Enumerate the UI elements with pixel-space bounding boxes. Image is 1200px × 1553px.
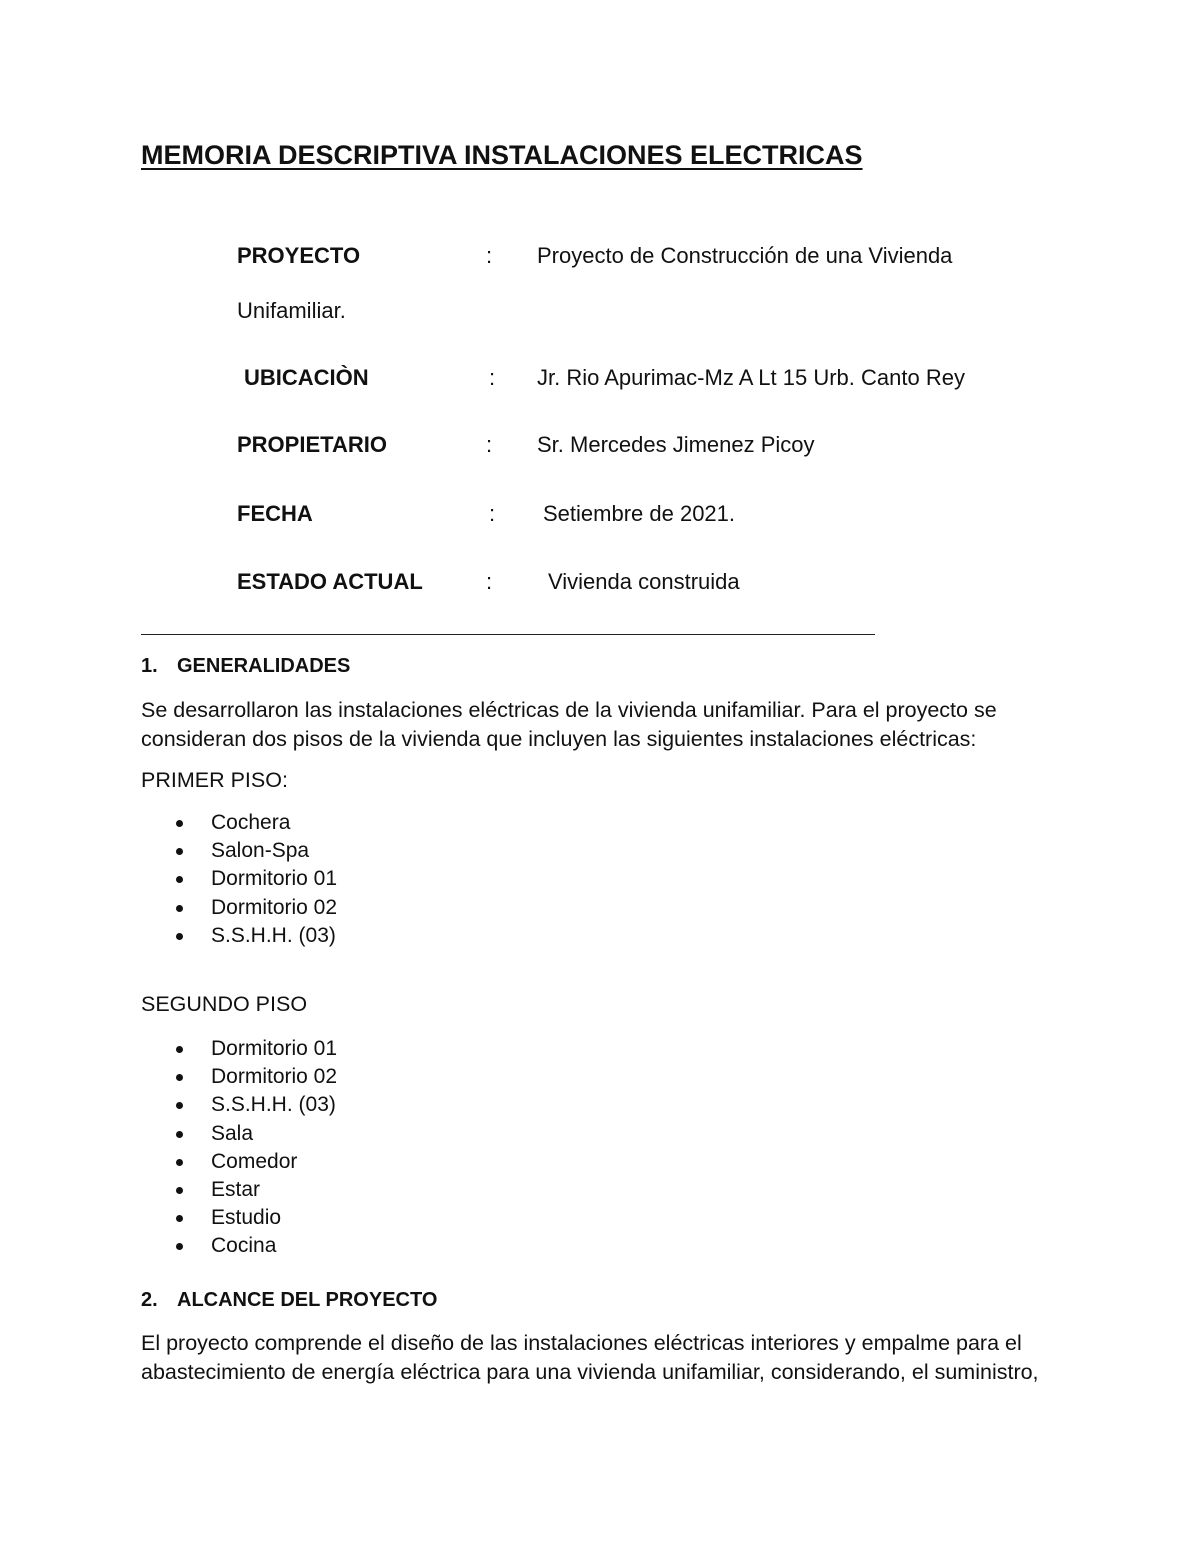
section1-number: 1. — [141, 655, 158, 677]
list-item: Estar — [141, 1176, 337, 1204]
fecha-value: Setiembre de 2021. — [543, 501, 736, 526]
list-item: Dormitorio 01 — [141, 1035, 337, 1063]
bullet-icon — [176, 1215, 183, 1222]
list-item: Dormitorio 02 — [141, 1063, 337, 1091]
bullet-icon — [176, 905, 183, 912]
list-item: Dormitorio 02 — [141, 894, 337, 922]
document-title: MEMORIA DESCRIPTIVA INSTALACIONES ELECTRICAS — [141, 140, 863, 170]
propietario-value: Sr. Mercedes Jimenez Picoy — [537, 432, 815, 457]
bullet-icon — [176, 933, 183, 940]
list-item: Sala — [141, 1120, 337, 1148]
horizontal-divider — [141, 634, 875, 635]
proyecto-label: PROYECTO — [237, 243, 361, 268]
proyecto-colon: : — [486, 243, 493, 268]
section2-heading: ALCANCE DEL PROYECTO — [177, 1289, 438, 1311]
bullet-icon — [176, 848, 183, 855]
estado-value: Vivienda construida — [548, 569, 740, 594]
fecha-label: FECHA — [237, 501, 313, 526]
bullet-icon — [176, 1243, 183, 1250]
list-item: Cocina — [141, 1232, 337, 1260]
list-item: Comedor — [141, 1148, 337, 1176]
propietario-label: PROPIETARIO — [237, 432, 387, 457]
list-item: S.S.H.H. (03) — [141, 1091, 337, 1119]
list-item: Salon-Spa — [141, 837, 337, 865]
bullet-icon — [176, 1074, 183, 1081]
section2-number: 2. — [141, 1289, 158, 1311]
ubicacion-colon: : — [489, 365, 496, 390]
section1-heading: GENERALIDADES — [177, 655, 351, 677]
list-item: Cochera — [141, 809, 337, 837]
floor2-list — [141, 1035, 337, 1261]
proyecto-value-continued: Unifamiliar. — [237, 298, 346, 323]
bullet-icon — [176, 1046, 183, 1053]
floor1-list — [141, 809, 337, 950]
list-item: Estudio — [141, 1204, 337, 1232]
bullet-icon — [176, 1187, 183, 1194]
estado-colon: : — [486, 569, 493, 594]
bullet-icon — [176, 876, 183, 883]
list-item: Dormitorio 01 — [141, 865, 337, 893]
estado-label: ESTADO ACTUAL — [237, 569, 423, 594]
section2-paragraph: El proyecto comprende el diseño de las instalaciones eléctricas interiores y empalme para el abastecimiento de energía eléctrica para una vivienda unifamiliar, considerando, el suministro, — [141, 1331, 1039, 1384]
proyecto-value: Proyecto de Construcción de una Vivienda — [537, 243, 953, 268]
propietario-colon: : — [486, 432, 493, 457]
fecha-colon: : — [489, 501, 496, 526]
floor1-label: PRIMER PISO: — [141, 768, 288, 792]
ubicacion-value: Jr. Rio Apurimac-Mz A Lt 15 Urb. Canto Rey — [537, 365, 965, 390]
bullet-icon — [176, 1131, 183, 1138]
bullet-icon — [176, 820, 183, 827]
floor2-label: SEGUNDO PISO — [141, 992, 308, 1016]
ubicacion-label: UBICACIÒN — [244, 365, 369, 390]
bullet-icon — [176, 1102, 183, 1109]
bullet-icon — [176, 1159, 183, 1166]
list-item: S.S.H.H. (03) — [141, 922, 337, 950]
section1-paragraph: Se desarrollaron las instalaciones eléctricas de la vivienda unifamiliar. Para el proyecto se consideran dos pisos de la vivienda que incluyen las siguientes instalaciones eléctricas: — [141, 698, 997, 751]
